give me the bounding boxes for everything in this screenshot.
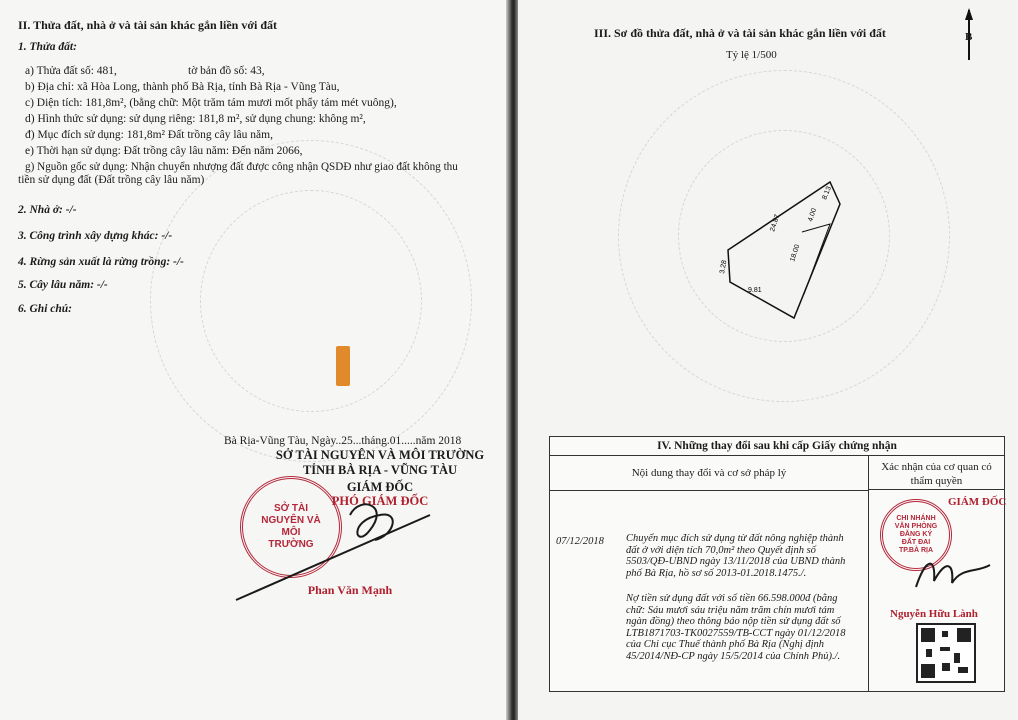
item-house: 2. Nhà ở: -/- — [18, 204, 77, 216]
usage-term: e) Thời hạn sử dụng: Đất trồng cây lâu năm: Đến năm 2066, — [25, 145, 303, 157]
map-sheet-number: tờ bản đồ số: 43, — [188, 65, 265, 77]
dim-label: 8.13 — [821, 185, 833, 201]
usage-form: d) Hình thức sử dụng: sử dụng riêng: 181,8 m², sử dụng chung: không m², — [25, 113, 366, 125]
section-title: II. Thửa đất, nhà ở và tài sản khác gắn liền với đất — [18, 18, 278, 32]
branch-signer-name: Nguyễn Hữu Lành — [890, 608, 978, 620]
item-perennial: 5. Cây lâu năm: -/- — [18, 279, 108, 291]
changes-title: IV. Những thay đổi sau khi cấp Giấy chứng nhận — [550, 437, 1004, 456]
background-watermark — [200, 190, 422, 412]
scale-label: Tỷ lệ 1/500 — [726, 49, 777, 61]
parcel-area: c) Diện tích: 181,8m², (bằng chữ: Một trăm tám mươi mốt phẩy tám mét vuông), — [25, 97, 397, 109]
deputy-director-title: PHÓ GIÁM ĐỐC — [331, 494, 429, 508]
dim-label: 9.81 — [748, 287, 762, 294]
column-header-content: Nội dung thay đổi và cơ sở pháp lý — [550, 456, 869, 491]
issue-date: Bà Rịa-Vũng Tàu, Ngày..25...tháng.01.....năm 2018 — [224, 435, 462, 447]
dim-label: 4.00 — [807, 207, 819, 223]
parcel-number: a) Thửa đất số: 481, — [25, 65, 117, 77]
item-forest: 4. Rừng sản xuất là rừng trồng: -/- — [18, 256, 184, 268]
right-page — [518, 0, 1018, 720]
authority-line-1: SỞ TÀI NGUYÊN VÀ MÔI TRƯỜNG — [275, 448, 485, 462]
north-label: B — [965, 31, 973, 43]
branch-signature — [906, 547, 996, 597]
section-title-diagram: III. Sơ đồ thửa đất, nhà ở và tài sản khác gắn liền với đất — [594, 26, 886, 40]
dim-label: 3.28 — [719, 259, 729, 275]
item-notes: 6. Ghi chú: — [18, 303, 72, 315]
usage-origin: g) Nguồn gốc sử dụng: Nhận chuyển nhượng đất được công nhận QSDĐ như giao đất không thu — [25, 161, 458, 173]
parcel-diagram — [708, 170, 868, 330]
signer-name: Phan Văn Mạnh — [307, 583, 393, 597]
usage-origin-cont: tiền sử dụng đất (Đất trồng cây lâu năm) — [18, 174, 205, 186]
branch-seal-text: CHI NHÁNH VĂN PHÒNG ĐĂNG KÝ ĐẤT ĐAI TP.BÀ RỊA — [894, 515, 938, 554]
changes-table — [549, 436, 1005, 692]
item-construction: 3. Công trình xây dựng khác: -/- — [18, 230, 173, 242]
change-entry-debt: Nợ tiền sử dụng đất với số tiền 66.598.000đ (bằng chữ: Sáu mươi sáu triệu năm trăm chín mươi tám ngàn đồng) theo thông báo nộp tiền sử dụng đất số LTB1871703-TK0027559/TB-CCT ngày 01/12/2018 của Chi cục Thuế thành phố Bà Rịa (Nghị định 45/2014/NĐ-CP ngày 15/5/2014 của Chính Phủ)./. — [626, 593, 846, 662]
dim-label: 18.00 — [789, 243, 802, 263]
director-title: GIÁM ĐỐC — [346, 480, 414, 494]
parcel-heading: 1. Thửa đất: — [18, 41, 77, 53]
branch-director-title: GIÁM ĐỐC — [948, 496, 1007, 508]
dim-label: 24.87 — [769, 213, 782, 233]
authority-line-2: TỈNH BÀ RỊA - VŨNG TÀU — [302, 463, 458, 477]
change-entry-purpose: Chuyển mục đích sử dụng từ đất nông nghiệp thành đất ở với diện tích 70,0m² theo Quyết định số 5503/QĐ-UBND ngày 13/11/2018 của UBND thành phố Bà Rịa, hồ sơ số 2013-01.2018.1475./. — [626, 533, 846, 579]
qr-code-icon — [916, 623, 976, 683]
seal-text: SỞ TÀI NGUYÊN VÀ MÔI TRƯỜNG — [261, 503, 321, 550]
orange-mark — [336, 346, 350, 386]
column-header-confirmation: Xác nhận của cơ quan có thẩm quyền — [869, 456, 1004, 490]
change-date: 07/12/2018 — [556, 536, 604, 547]
column-divider — [868, 491, 869, 691]
usage-purpose: đ) Mục đích sử dụng: 181,8m² Đất trồng cây lâu năm, — [25, 129, 273, 141]
parcel-address: b) Địa chỉ: xã Hòa Long, thành phố Bà Rịa, tỉnh Bà Rịa - Vũng Tàu, — [25, 81, 340, 93]
